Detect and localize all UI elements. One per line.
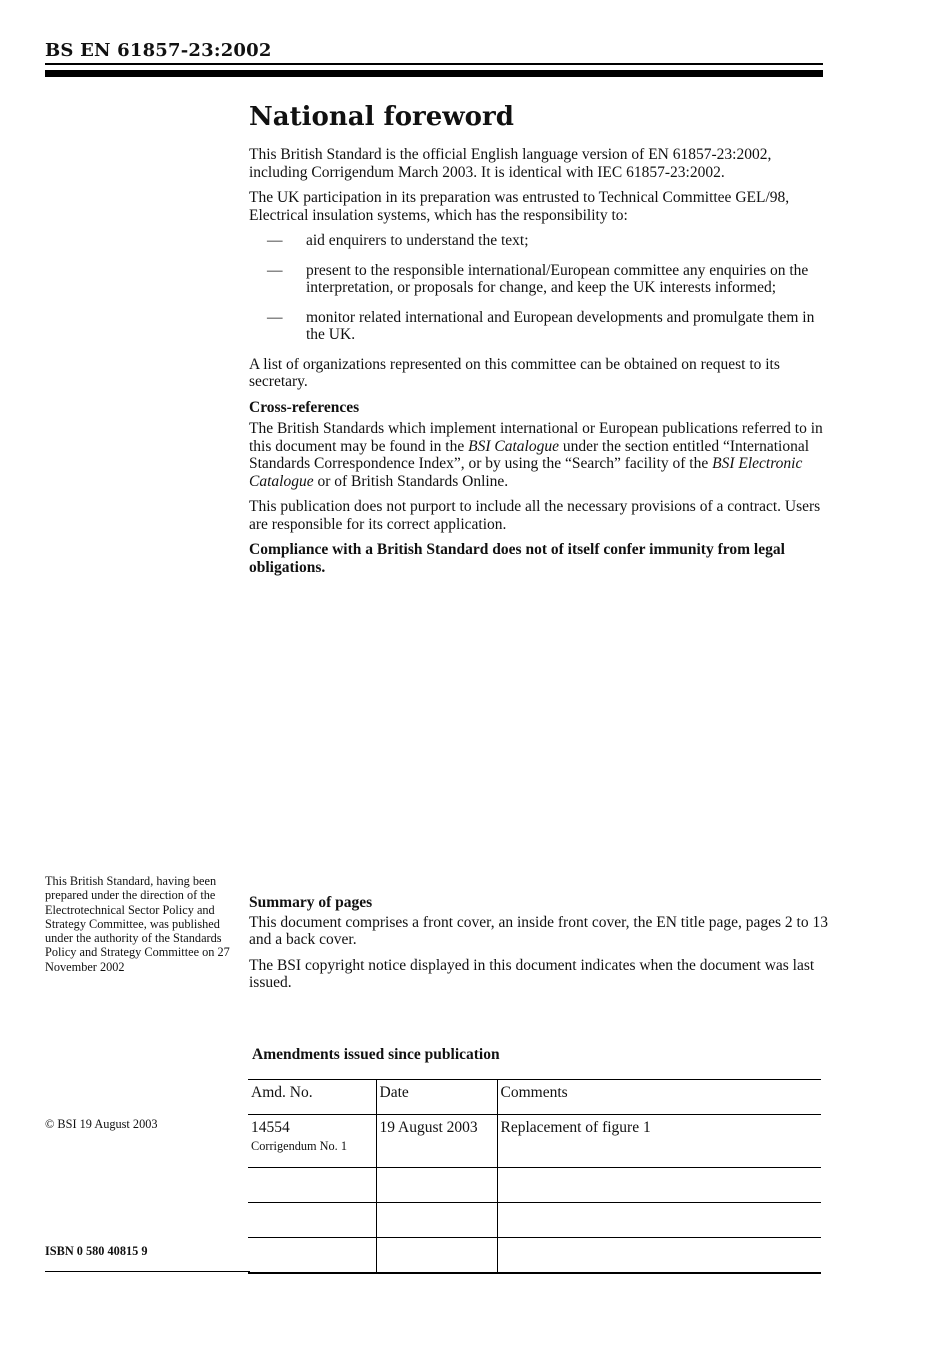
empty-cell xyxy=(376,1238,497,1274)
list-item xyxy=(249,262,827,297)
amendments-title: Amendments issued since publication xyxy=(252,1046,500,1063)
empty-cell xyxy=(376,1168,497,1203)
comments-cell: Replacement of figure 1 xyxy=(497,1115,821,1168)
document-id: BS EN 61857-23:2002 xyxy=(45,40,272,61)
cross-ref-text-3: or of British Standards Online. xyxy=(313,472,509,490)
foreword-paragraph-1: This British Standard is the official English language version of EN 61857-23:2002, including Corrigendum March 2003. It is identical with IEC 61857-23:2002. xyxy=(249,146,772,181)
empty-cell xyxy=(376,1203,497,1238)
copyright-notice: © BSI 19 August 2003 xyxy=(45,1117,158,1131)
foreword-paragraph-2: The UK participation in its preparation was entrusted to Technical Committee GEL/98, Electrical insulation systems, which has the responsibility to: xyxy=(249,189,790,224)
footer-rule xyxy=(45,1271,250,1272)
header-rule-thick xyxy=(45,70,823,77)
date-cell: 19 August 2003 xyxy=(376,1115,497,1168)
foreword-paragraph-4: This publication does not purport to include all the necessary provisions of a contract. Users are responsible for its correct application. xyxy=(249,498,821,533)
isbn: ISBN 0 580 40815 9 xyxy=(45,1244,148,1258)
amd-sub-value: Corrigendum No. 1 xyxy=(251,1139,347,1153)
column-header-amd-no: Amd. No. xyxy=(248,1080,376,1115)
amendments-table xyxy=(248,1079,821,1274)
empty-cell xyxy=(497,1203,821,1238)
empty-cell xyxy=(497,1238,821,1274)
dash-marker: — xyxy=(267,232,283,249)
cross-ref-text-1: The British Standards which implement international or European publications referred to in this document may be found in the xyxy=(249,420,823,455)
foreword-section xyxy=(249,100,827,584)
bsi-catalogue-ref: BSI Catalogue xyxy=(468,437,559,455)
summary-section xyxy=(249,894,829,1000)
empty-cell xyxy=(248,1203,376,1238)
column-header-date: Date xyxy=(376,1080,497,1115)
compliance-statement: Compliance with a British Standard does not of itself confer immunity from legal obligations. xyxy=(249,541,785,576)
list-item xyxy=(249,309,827,344)
summary-heading: Summary of pages xyxy=(249,894,373,911)
summary-paragraph-2: The BSI copyright notice displayed in this document indicates when the document was last issued. xyxy=(249,956,815,991)
empty-cell xyxy=(497,1168,821,1203)
cross-ref-text-2: under the section entitled “International Standards Correspondence Index”, or by using the “Search” facility of the xyxy=(249,437,810,472)
table-row xyxy=(248,1168,821,1203)
header-rule-thin xyxy=(45,63,823,65)
table-row xyxy=(248,1203,821,1238)
amd-no-value: 14554 xyxy=(251,1119,290,1136)
dash-marker: — xyxy=(267,261,283,279)
table-row xyxy=(248,1238,821,1274)
list-item xyxy=(249,232,827,250)
table-row xyxy=(248,1115,821,1168)
list-item-text: present to the responsible international/European committee any enquiries on the interpretation, or proposals for change, and keep the UK interests informed; xyxy=(306,261,809,296)
empty-cell xyxy=(248,1238,376,1274)
foreword-title: National foreword xyxy=(249,102,514,132)
foreword-paragraph-3: A list of organizations represented on this committee can be obtained on request to its secretary. xyxy=(249,355,780,390)
amd-no-cell xyxy=(248,1115,376,1168)
column-header-comments: Comments xyxy=(497,1080,821,1115)
empty-cell xyxy=(248,1168,376,1203)
cross-references-heading: Cross-references xyxy=(249,398,360,416)
table-header-row xyxy=(248,1080,821,1115)
bsi-electronic-catalogue-ref: BSI Electronic Catalogue xyxy=(249,455,803,490)
cross-references-paragraph xyxy=(249,420,827,490)
list-item-text: monitor related international and European developments and promulgate them in the UK. xyxy=(306,308,815,343)
dash-marker: — xyxy=(267,308,283,326)
summary-paragraph-1: This document comprises a front cover, an inside front cover, the EN title page, pages 2 to 13 and a back cover. xyxy=(249,913,828,948)
responsibility-list xyxy=(249,232,827,344)
list-item-text: aid enquirers to understand the text; xyxy=(306,232,529,249)
publication-note: This British Standard, having been prepared under the direction of the Electrotechnical Sector Policy and Strategy Committee, was published under the authority of the Standards Policy and Strategy Committee on 27 November 2002 xyxy=(45,874,230,974)
